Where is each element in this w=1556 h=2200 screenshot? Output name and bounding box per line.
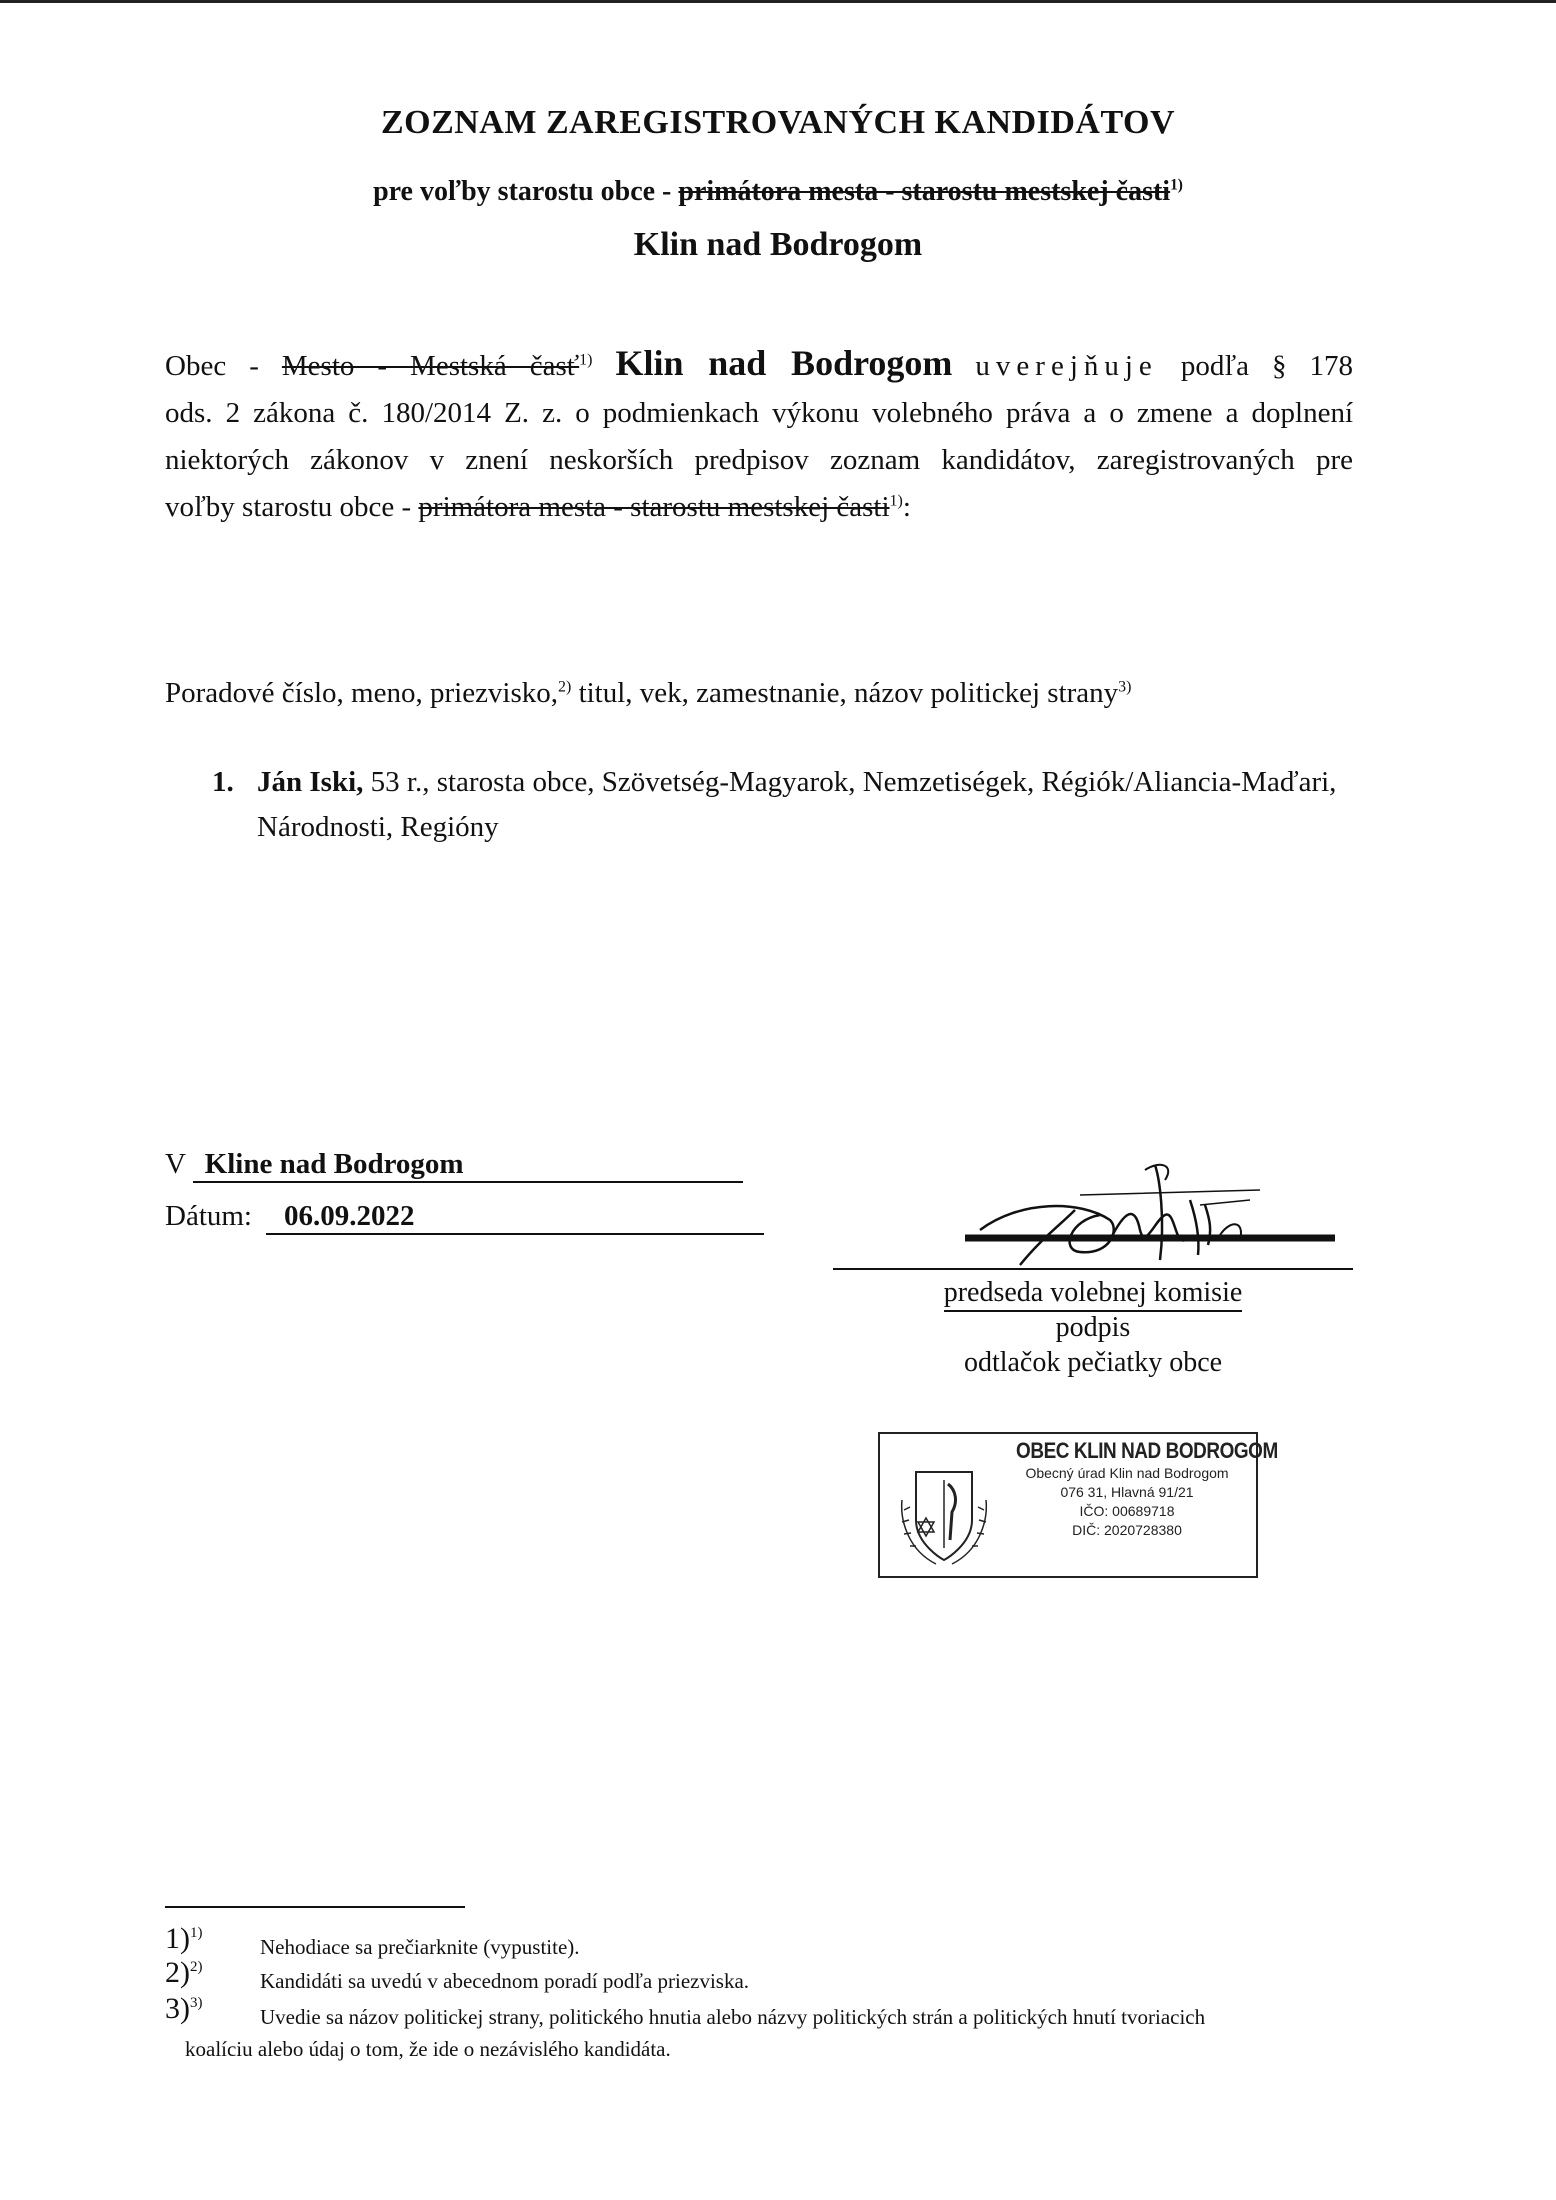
coat-of-arms-icon xyxy=(896,1460,992,1570)
footnote-2-sup: 2) xyxy=(190,1959,203,1975)
stamp-text xyxy=(998,1438,1278,1540)
scan-top-edge xyxy=(0,0,1556,3)
candidate-number: 1. xyxy=(212,766,234,798)
footnote-3-sup: 3) xyxy=(190,1995,203,2011)
footnote-2-mark xyxy=(165,1958,203,1988)
signature-block xyxy=(833,1275,1353,1380)
intro-struck-mayor: primátora mesta - starostu mestskej časti xyxy=(418,491,890,523)
fields-footnote-ref-3: 3) xyxy=(1118,678,1132,696)
place-field xyxy=(165,1148,743,1183)
signature-line xyxy=(833,1268,1353,1270)
footnote-2-text: Kandidáti sa uvedú v abecednom poradí podľa priezviska. xyxy=(260,1969,750,1993)
intro-municipality-name: Klin nad Bodrogom xyxy=(615,343,953,383)
fields-header xyxy=(165,670,1353,717)
stamp-address: 076 31, Hlavná 91/21 xyxy=(1060,1484,1194,1500)
intro-paragraph xyxy=(165,340,1353,531)
stamp-office: Obecný úrad Klin nad Bodrogom xyxy=(1025,1465,1229,1481)
signature-role: predseda volebnej komisie xyxy=(944,1277,1243,1312)
stamp-municipality: OBEC KLIN NAD BODROGOM xyxy=(1016,1438,1278,1463)
subtitle-prefix: pre voľby starostu obce - xyxy=(373,176,679,207)
municipality-heading: Klin nad Bodrogom xyxy=(633,226,923,263)
fields-header-text-1: Poradové číslo, meno, priezvisko, xyxy=(165,677,559,709)
subtitle-footnote-ref: 1) xyxy=(1170,176,1183,194)
stamp-caption: odtlačok pečiatky obce xyxy=(963,1347,1223,1378)
intro-line-4 xyxy=(165,484,1353,531)
intro-struck-city: Mesto - Mestská časť xyxy=(281,350,580,382)
candidate-entry xyxy=(212,760,1372,850)
date-field xyxy=(165,1200,764,1235)
date-label: Dátum: xyxy=(165,1200,252,1232)
intro-obec: Obec - xyxy=(165,350,282,382)
footnote-1-mark xyxy=(165,1924,203,1954)
handwritten-signature xyxy=(960,1160,1340,1280)
intro-footnote-ref-1: 1) xyxy=(579,351,593,369)
footnote-1-number: 1) xyxy=(165,1922,190,1955)
date-value: 06.09.2022 xyxy=(266,1200,764,1235)
place-label: V xyxy=(165,1148,186,1180)
footnote-3-text: Uvedie sa názov politickej strany, politického hnutia alebo názvy politických strán a politických hnutí tvoriacich xyxy=(260,2005,1206,2029)
candidate-name: Ján Iski, xyxy=(257,766,364,798)
intro-line-1 xyxy=(165,340,1353,390)
stamp-dic: DIČ: 2020728380 xyxy=(1072,1522,1182,1538)
intro-verb: uverejňuje xyxy=(975,350,1158,382)
footnote-rule xyxy=(165,1906,465,1908)
candidate-details: 53 r., starosta obce, Szövetség-Magyarok, Nemzetiségek, Régiók/Aliancia-Maďari, Národnosti, Regióny xyxy=(257,766,1337,843)
intro-footnote-ref-2: 1) xyxy=(889,492,903,510)
intro-line-2: ods. 2 zákona č. 180/2014 Z. z. o podmienkach výkonu volebného práva a o zmene a doplnení xyxy=(165,397,1353,429)
intro-line-1-rest: podľa § 178 xyxy=(1157,350,1354,382)
intro-line-3: niektorých zákonov v znení neskorších predpisov zoznam kandidátov, zaregistrovaných pre xyxy=(165,444,1353,476)
intro-line-4-prefix: voľby starostu obce - xyxy=(165,491,419,523)
intro-line-4-end: : xyxy=(902,491,911,523)
document-title: ZOZNAM ZAREGISTROVANÝCH KANDIDÁTOV xyxy=(380,104,1176,141)
candidate-body xyxy=(257,760,1372,850)
stamp-ico: IČO: 00689718 xyxy=(1079,1503,1175,1519)
signature-caption: podpis xyxy=(1055,1312,1131,1343)
document-subtitle xyxy=(0,176,1556,208)
footnote-1-sup: 1) xyxy=(190,1925,203,1941)
footnote-3-number: 3) xyxy=(165,1992,190,2025)
subtitle-struck-text: primátora mesta - starostu mestskej časti xyxy=(678,176,1171,207)
fields-header-text-2: titul, vek, zamestnanie, názov politickej strany xyxy=(571,677,1119,709)
municipal-stamp xyxy=(878,1432,1278,1578)
footnote-3-mark xyxy=(165,1994,203,2024)
fields-footnote-ref-2: 2) xyxy=(558,678,572,696)
footnote-3-continuation: koalíciu alebo údaj o tom, že ide o nezávislého kandidáta. xyxy=(185,2037,671,2061)
footnote-2-number: 2) xyxy=(165,1956,190,1989)
place-value: Kline nad Bodrogom xyxy=(193,1148,743,1183)
footnote-1-text: Nehodiace sa prečiarknite (vypustite). xyxy=(260,1935,580,1959)
